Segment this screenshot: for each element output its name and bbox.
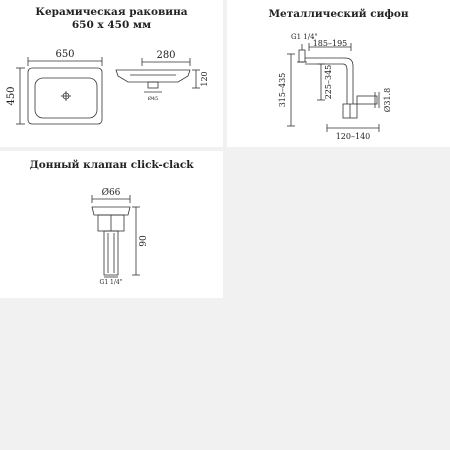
sink-depth-label: 280 (156, 50, 176, 61)
siphon-thread-label: G1 1/4" (291, 33, 318, 41)
valve-height-label: 90 (139, 235, 149, 247)
sink-side-outline (116, 70, 190, 82)
sink-drawing (0, 0, 223, 147)
valve-drawing (0, 151, 223, 298)
sink-panel (0, 0, 223, 147)
sink-title-line1: Керамическая раковина (35, 6, 188, 18)
siphon-outlet (357, 96, 377, 104)
sink-side-height-label: 120 (200, 71, 209, 87)
siphon-panel (227, 0, 450, 147)
siphon-top-length-label: 185–195 (312, 39, 348, 48)
siphon-title: Металлический сифон (268, 8, 409, 20)
valve-thread-label: G1 1/4" (99, 279, 123, 286)
sink-side-drain (148, 82, 158, 88)
valve-diameter-label: Ø66 (101, 188, 121, 198)
sink-width-label: 650 (55, 49, 75, 60)
valve-title: Донный клапан click-clack (29, 159, 194, 171)
siphon-bottom-length-label: 120–140 (335, 132, 371, 141)
siphon-inner-height-label: 225–345 (324, 64, 333, 100)
siphon-diameter-label: Ø31.8 (383, 87, 392, 113)
siphon-drawing (227, 0, 450, 147)
siphon-total-height-label: 315–435 (278, 72, 287, 108)
sink-hole-label: Ø45 (147, 96, 159, 102)
sink-title-line2: 650 x 450 мм (71, 19, 152, 31)
valve-stem (104, 231, 118, 275)
sink-height-label: 450 (6, 86, 17, 106)
valve-cap (92, 207, 130, 215)
valve-panel (0, 151, 223, 298)
siphon-inlet (299, 50, 305, 62)
